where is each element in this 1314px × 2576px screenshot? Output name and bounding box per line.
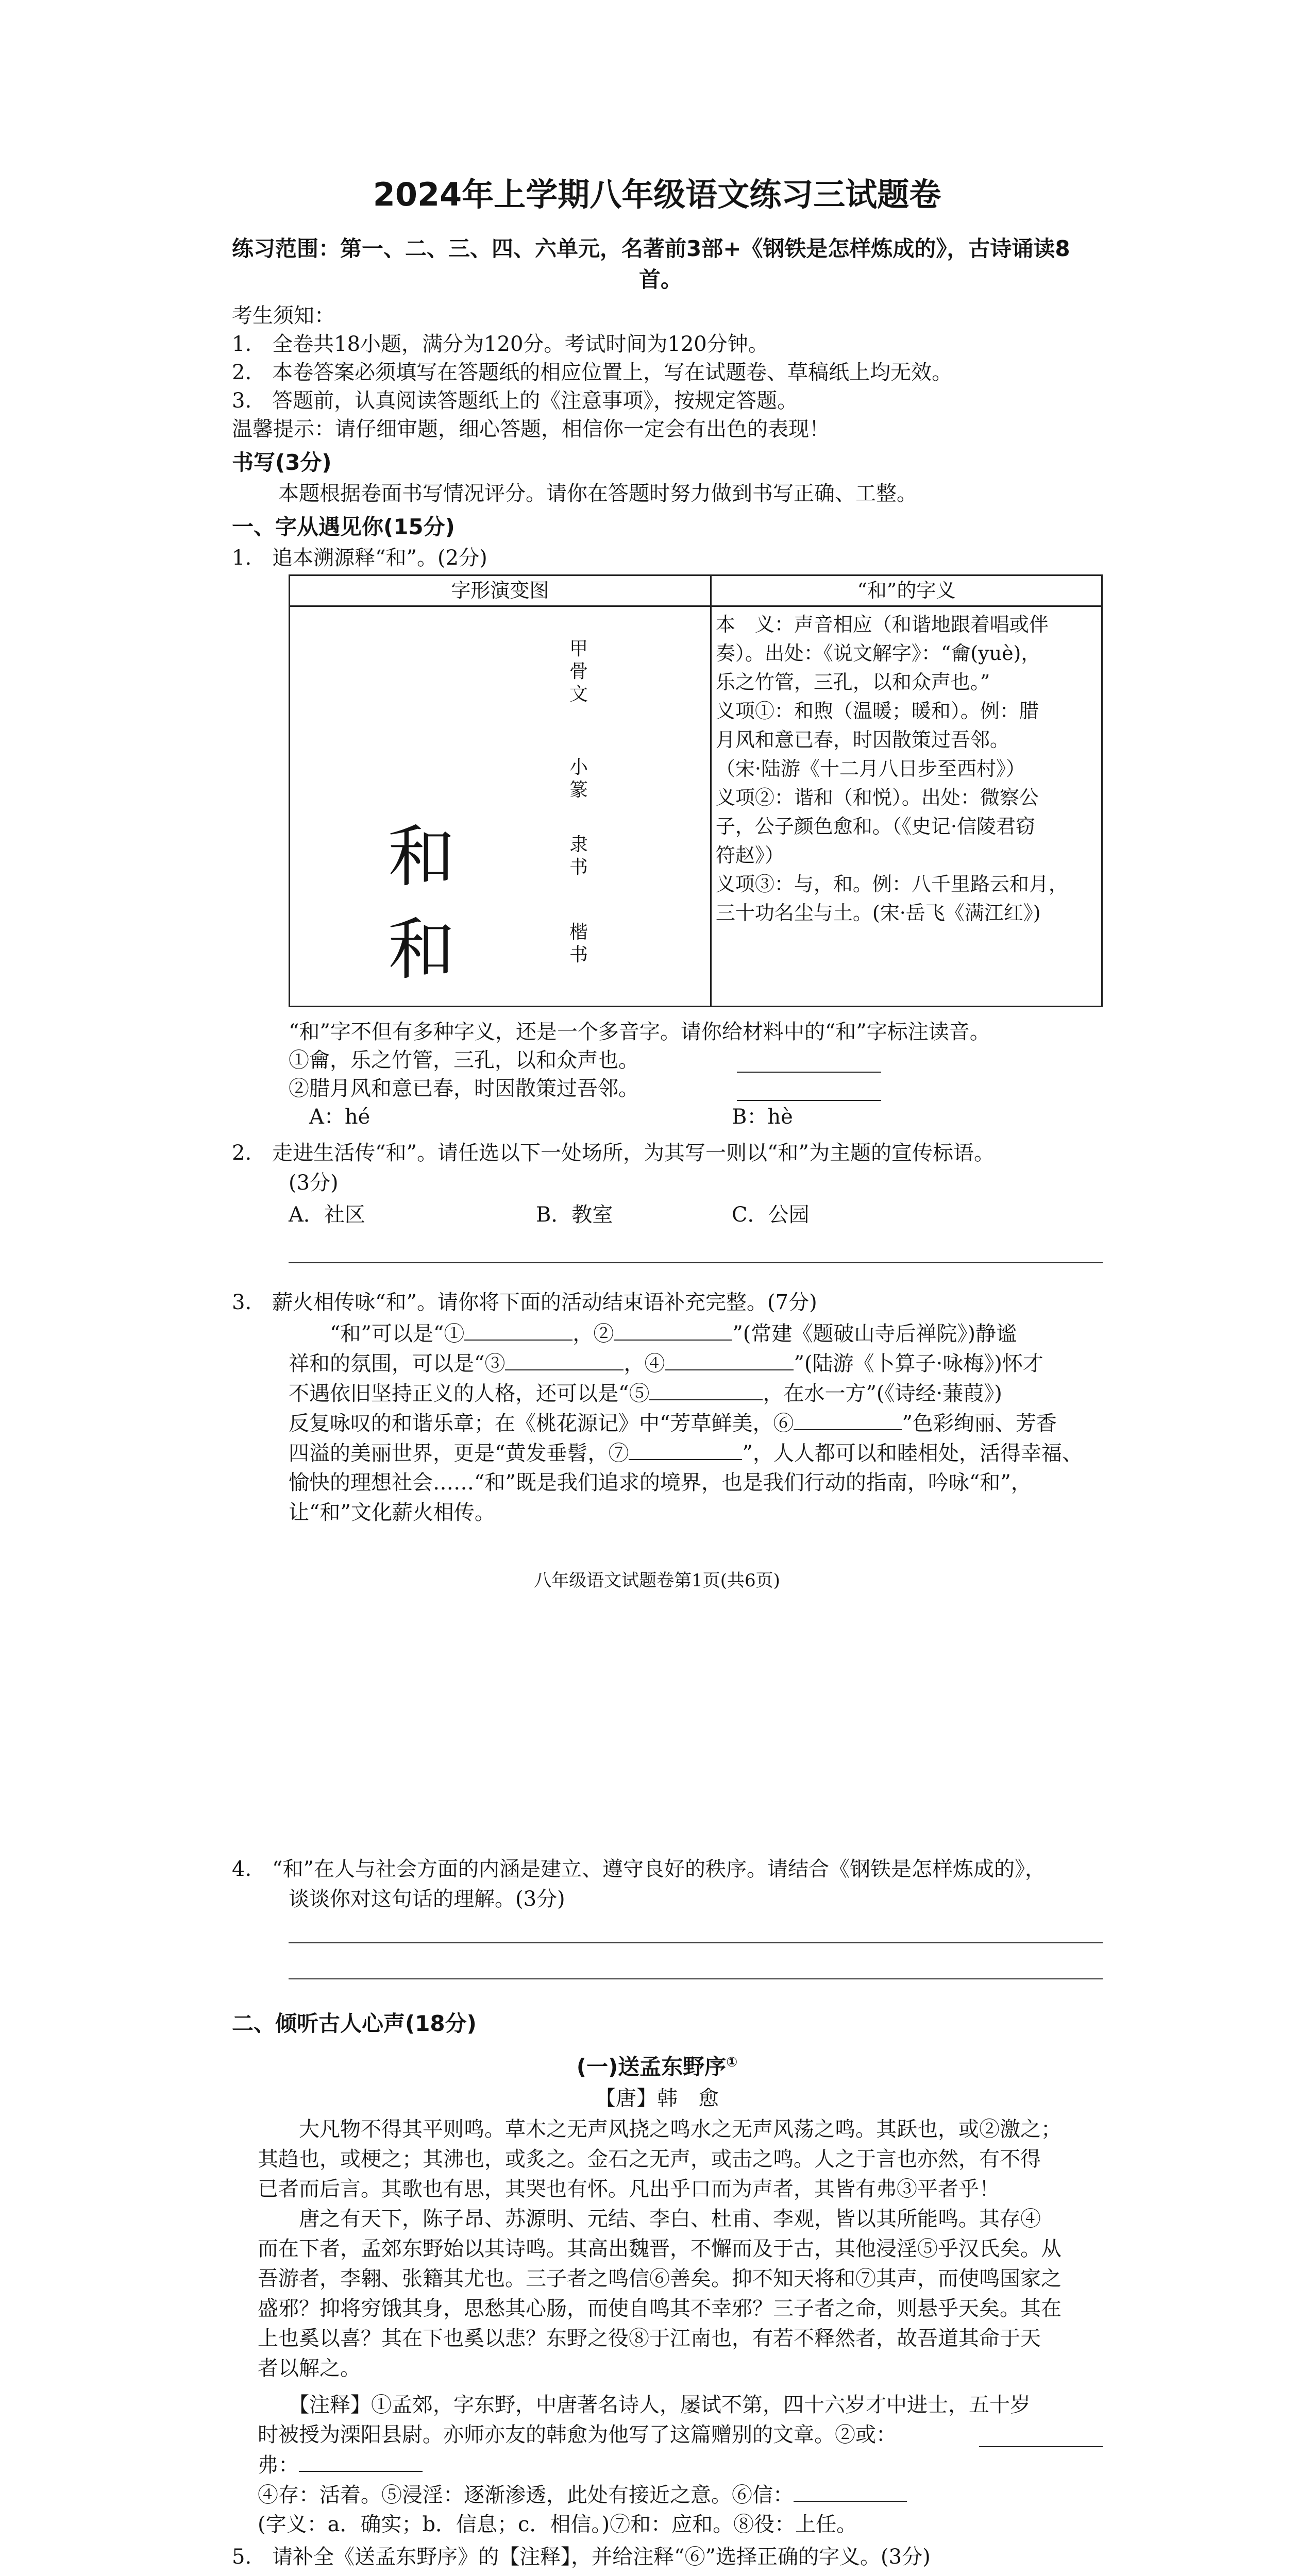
stage-regular: 楷书 <box>569 922 588 965</box>
passage-line: 盛邪？抑将穷饿其身，思愁其心肠，而使自鸣其不幸邪？三子者之命，则悬乎天矣。其在 <box>258 2297 1062 2320</box>
q3-text: ”(陆游《卜算子·咏梅》)怀才 <box>794 1352 1043 1376</box>
scope-line-2: 首。 <box>639 267 683 292</box>
section-1-heading: 一、字从遇见你(15分) <box>232 514 455 539</box>
q1-intro: “和”字不但有多种字义，还是一个多音字。请你给材料中的“和”字标注读音。 <box>289 1020 990 1044</box>
meaning-line: 符赵》） <box>715 844 784 867</box>
q1-option-b: B：hè <box>732 1105 793 1129</box>
notes-1-line: 时被授为溧阳县尉。亦师亦友的韩愈为他写了这篇赠别的文章。②或： <box>258 2423 897 2447</box>
q3-blank-7[interactable] <box>629 1438 742 1460</box>
question-4-line-2: 谈谈你对这句话的理解。(3分) <box>289 1887 565 1911</box>
q3-text: 反复咏叹的和谐乐章；在《桃花源记》中“芳草鲜美，⑥ <box>289 1412 794 1435</box>
scope-line-1: 练习范围：第一、二、三、四、六单元，名著前3部+《钢铁是怎样炼成的》，古诗诵读8 <box>232 236 1070 261</box>
notice-item-3: 3. 答题前，认真阅读答题纸上的《注意事项》，按规定答题。 <box>232 389 798 413</box>
exam-title: 2024年上学期八年级语文练习三试题卷 <box>373 176 941 213</box>
q1-answer-1[interactable] <box>737 1051 881 1073</box>
q2-option-b: B．教室 <box>536 1203 613 1227</box>
poem-1-title-text: (一)送孟东野序 <box>576 2054 727 2079</box>
q3-text: 四溢的美丽世界，更是“黄发垂髫，⑦ <box>289 1442 629 1465</box>
passage-line: 者以解之。 <box>258 2357 361 2380</box>
table-left-header-text: 字形演变图 <box>451 579 549 602</box>
question-4-line-1: 4. “和”在人与社会方面的内涵是建立、遵守良好的秩序。请结合《钢铁是怎样炼成的》， <box>232 1857 1046 1881</box>
meaning-line: 义项②：谐和（和悦）。出处：微察公 <box>715 786 1039 809</box>
q3-blank-4[interactable] <box>665 1349 794 1370</box>
note-6-blank[interactable] <box>794 2480 907 2502</box>
q5-blank-xin[interactable] <box>866 2573 989 2576</box>
q3-text: ”色彩绚丽、芳香 <box>902 1412 1057 1435</box>
character-table <box>289 574 1103 1007</box>
passage-line: 上也奚以喜？其在下也奚以悲？东野之役⑧于江南也，有若不释然者，故吾道其命于天 <box>258 2327 1041 2350</box>
q5-fill-row <box>289 2573 989 2576</box>
question-1: 1. 追本溯源释“和”。(2分) <box>232 546 487 570</box>
poem-1-title <box>0 2048 1314 2081</box>
q3-blank-6[interactable] <box>794 1409 902 1430</box>
q1-option-a: A：hé <box>309 1105 370 1129</box>
q4-answer-line-2[interactable] <box>289 1978 1103 1979</box>
q3-text: ，④ <box>624 1352 665 1376</box>
poem-1-title-note: ① <box>726 2055 738 2070</box>
q4-answer-line-1[interactable] <box>289 1942 1103 1943</box>
q1-answer-2[interactable] <box>737 1079 881 1101</box>
notes-1-line <box>258 2480 907 2510</box>
passage-line: 大凡物不得其平则鸣。草木之无声风挠之鸣水之无声风荡之鸣。其跃也，或②激之； <box>299 2117 1062 2141</box>
q3-line-5 <box>289 1438 1083 1468</box>
notice-item-2: 2. 本卷答案必须填写在答题纸的相应位置上，写在试题卷、草稿纸上均无效。 <box>232 361 953 384</box>
q3-text: “和”可以是“① <box>330 1322 465 1346</box>
meaning-line: 义项③：与，和。例：八千里路云和月， <box>715 873 1068 895</box>
q3-text: ”，人人都可以和睦相处，活得幸福、 <box>742 1442 1083 1465</box>
table-left-header <box>290 575 711 606</box>
meaning-line: 月风和意已春，时因散策过吾邻。 <box>715 728 1009 751</box>
q3-text: ，在水一方”(《诗经·蒹葭》) <box>763 1382 1002 1405</box>
note-2-blank[interactable] <box>979 2426 1103 2447</box>
q1-item-2: ②腊月风和意已春，时因散策过吾邻。 <box>289 1077 639 1100</box>
q3-blank-3[interactable] <box>505 1349 624 1370</box>
stage-oracle-bone: 甲骨文 <box>569 638 588 705</box>
handwriting-text: 本题根据卷面书写情况评分。请你在答题时努力做到书写正确、工整。 <box>278 482 917 505</box>
q3-line-7: 让“和”文化薪火相传。 <box>289 1501 495 1524</box>
meaning-line: 三十功名尘与土。(宋·岳飞《满江红》) <box>715 902 1041 924</box>
table-right-header <box>711 575 1102 606</box>
stage-small-seal: 小篆 <box>569 757 588 801</box>
q2-answer-line[interactable] <box>289 1262 1103 1263</box>
handwriting-heading: 书写(3分) <box>232 450 332 475</box>
meaning-line: 本 义：声音相应（和谐地跟着唱或伴 <box>715 613 1049 636</box>
meanings-cell <box>711 606 1102 1007</box>
notes-1-line: (字义：a．确实；b．信息；c．相信。)⑦和：应和。⑧役：上任。 <box>258 2513 857 2536</box>
notes-text: 弗： <box>258 2453 299 2477</box>
notes-text: ④存：活着。⑤浸淫：逐渐渗透，此处有接近之意。⑥信： <box>258 2483 794 2507</box>
q3-blank-5[interactable] <box>649 1379 763 1400</box>
q3-line-4 <box>289 1409 1057 1438</box>
q3-text: 祥和的氛围，可以是“③ <box>289 1352 506 1376</box>
passage-line: 唐之有天下，陈子昂、苏源明、元结、李白、杜甫、李观，皆以其所能鸣。其存④ <box>299 2207 1041 2231</box>
section-2-heading: 二、倾听古人心声(18分) <box>232 2011 477 2036</box>
q2-option-a: A．社区 <box>289 1203 365 1227</box>
notes-1-line: 【注释】①孟郊，字东野，中唐著名诗人，屡试不第，四十六岁才中进士，五十岁 <box>289 2393 1031 2417</box>
q3-line-3 <box>289 1379 1002 1408</box>
notice-heading: 考生须知： <box>232 304 335 328</box>
passage-line: 其趋也，或梗之；其沸也，或炙之。金石之无声，或击之鸣。人之于言也亦然，有不得 <box>258 2147 1041 2171</box>
page-1-footer: 八年级语文试题卷第1页(共6页) <box>534 1570 780 1591</box>
q3-line-2 <box>289 1349 1043 1378</box>
meaning-line: 义项①：和煦（温暖；暖和）。例：腊 <box>715 700 1039 722</box>
q3-blank-1[interactable] <box>464 1319 572 1341</box>
notes-1-line <box>258 2450 423 2480</box>
meaning-line: 子，公子颜色愈和。（《史记·信陵君窃 <box>715 815 1035 838</box>
q3-text: 不遇依旧坚持正义的人格，还可以是“⑤ <box>289 1382 650 1405</box>
glyph-regular-he: 和 <box>388 910 456 989</box>
poem-1-author: 【唐】韩 愈 <box>595 2087 719 2110</box>
q2-option-c: C．公园 <box>732 1203 810 1227</box>
meaning-line: （宋·陆游《十二月八日步至西村》） <box>715 757 1025 780</box>
question-2-line-1: 2. 走进生活传“和”。请任选以下一处场所，为其写一则以“和”为主题的宣传标语。 <box>232 1141 995 1165</box>
passage-line: 而在下者，孟郊东野始以其诗鸣。其高出魏晋，不懈而及于古，其他浸淫⑤乎汉氏矣。从 <box>258 2237 1062 2261</box>
stage-clerical: 隶书 <box>569 834 588 878</box>
table-right-header-text: “和”的字义 <box>857 579 956 602</box>
notice-item-1: 1. 全卷共18小题，满分为120分。考试时间为120分钟。 <box>232 332 769 356</box>
passage-line: 已者而后言。其歌也有思，其哭也有怀。凡出乎口而为声者，其皆有弗③平者乎！ <box>258 2177 1000 2201</box>
glyph-clerical-he: 和 <box>388 818 456 896</box>
passage-line: 吾游者，李翱、张籍其尤也。三子者之鸣信⑥善矣。抑不知天将和⑦其声，而使鸣国家之 <box>258 2267 1062 2291</box>
q3-text: ”(常建《题破山寺后禅院》)静谧 <box>732 1322 1017 1346</box>
warm-tip: 温馨提示：请仔细审题，细心答题，相信你一定会有出色的表现！ <box>232 417 830 441</box>
question-2-line-2: (3分) <box>289 1171 339 1195</box>
question-5: 5. 请补全《送孟东野序》的【注释】，并给注释“⑥”选择正确的字义。(3分) <box>232 2545 931 2569</box>
q3-text: ，② <box>572 1322 614 1346</box>
q3-line-1 <box>330 1319 1017 1348</box>
glyph-evolution-cell <box>290 606 711 1007</box>
question-3-heading: 3. 薪火相传咏“和”。请你将下面的活动结束语补充完整。(7分) <box>232 1291 817 1314</box>
note-3-blank[interactable] <box>299 2450 423 2472</box>
q1-item-1: ①龠，乐之竹管，三孔，以和众声也。 <box>289 1048 639 1072</box>
q5-blank-huo[interactable] <box>330 2573 453 2576</box>
meaning-line: 奏）。出处：《说文解字》：“龠(yuè)， <box>715 642 1041 665</box>
q5-blank-fu[interactable] <box>598 2573 721 2576</box>
meaning-line: 乐之竹管，三孔，以和众声也。” <box>715 671 990 693</box>
q3-blank-2[interactable] <box>614 1319 732 1341</box>
q3-line-6: 愉快的理想社会……“和”既是我们追求的境界，也是我们行动的指南，吟咏“和”， <box>289 1471 1032 1495</box>
